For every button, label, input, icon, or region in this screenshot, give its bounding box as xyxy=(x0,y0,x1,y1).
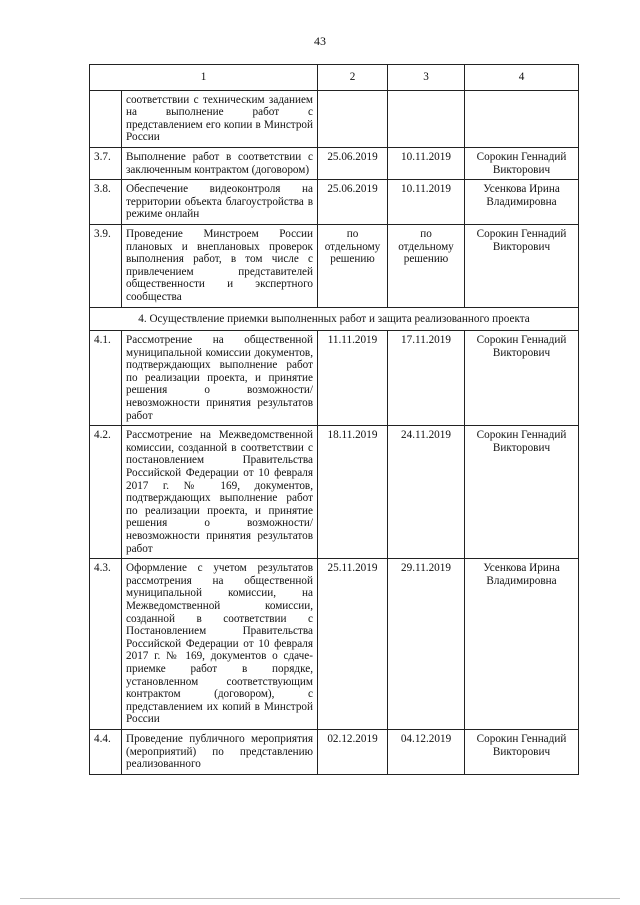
row-start-date: 02.12.2019 xyxy=(318,729,388,774)
row-number: 3.8. xyxy=(90,180,122,225)
row-start-date: 25.06.2019 xyxy=(318,147,388,179)
table-row xyxy=(90,147,579,179)
row-number: 4.4. xyxy=(90,729,122,774)
row-number: 3.9. xyxy=(90,224,122,307)
row-end-date xyxy=(388,90,465,147)
table-row xyxy=(90,90,579,147)
table-row xyxy=(90,426,579,559)
row-responsible: Сорокин Геннадий Викторович xyxy=(465,331,579,426)
row-description: Проведение Минстроем России плановых и внеплановых проверок выполнения работ, в том числе с привлечением представителей общественности и экспертного сообщества xyxy=(122,224,318,307)
row-start-date: 18.11.2019 xyxy=(318,426,388,559)
row-number: 4.3. xyxy=(90,559,122,730)
scan-artifact xyxy=(20,898,620,899)
row-responsible xyxy=(465,90,579,147)
row-start-date: 11.11.2019 xyxy=(318,331,388,426)
row-description: Проведение публичного мероприятия (мероприятий) по представлению реализованного xyxy=(122,729,318,774)
row-description: Рассмотрение на общественной муниципальной комиссии документов, подтверждающих выполнение работ по реализации проекта, и принятие решения о возможности/невозможности принятия результатов работ xyxy=(122,331,318,426)
row-responsible: Усенкова Ирина Владимировна xyxy=(465,180,579,225)
row-number: 4.2. xyxy=(90,426,122,559)
header-col-3: 3 xyxy=(388,65,465,91)
row-responsible: Сорокин Геннадий Викторович xyxy=(465,426,579,559)
section-row xyxy=(90,307,579,331)
row-end-date: 29.11.2019 xyxy=(388,559,465,730)
section-title: 4. Осуществление приемки выполненных работ и защита реализованного проекта xyxy=(90,307,579,331)
row-responsible: Усенкова Ирина Владимировна xyxy=(465,559,579,730)
row-end-date: 10.11.2019 xyxy=(388,147,465,179)
row-description: соответствии с техническим заданием на выполнение работ с представлением его копии в Минстрой России xyxy=(122,90,318,147)
table-header-row xyxy=(90,65,579,91)
table-row xyxy=(90,559,579,730)
table-body xyxy=(90,65,579,775)
header-col-4: 4 xyxy=(465,65,579,91)
row-description: Оформление с учетом результатов рассмотрения на общественной муниципальной комиссии, на Межведомственной комиссии, созданной в соответствии с Постановлением Правительства Российской Федерации от 10 февраля 2017 г. № 169, документов о сдаче-приемке работ в порядке, установленном соответствующим контрактом (договором), с представлением их копий в Минстрой России xyxy=(122,559,318,730)
row-start-date xyxy=(318,90,388,147)
row-description: Рассмотрение на Межведомственной комиссии, созданной в соответствии с постановлением Правительства Российской Федерации от 10 февраля 2017 г. № 169, документов, подтверждающих выполнение работ по реализации проекта, и принятие решения о возможности/невозможности принятия результатов работ xyxy=(122,426,318,559)
row-end-date: 17.11.2019 xyxy=(388,331,465,426)
row-start-date: 25.11.2019 xyxy=(318,559,388,730)
row-number xyxy=(90,90,122,147)
table-row xyxy=(90,331,579,426)
row-responsible: Сорокин Геннадий Викторович xyxy=(465,729,579,774)
row-end-date: 04.12.2019 xyxy=(388,729,465,774)
row-start-date: 25.06.2019 xyxy=(318,180,388,225)
row-end-date: 10.11.2019 xyxy=(388,180,465,225)
row-end-date: по отдельному решению xyxy=(388,224,465,307)
row-responsible: Сорокин Геннадий Викторович xyxy=(465,224,579,307)
row-description: Обеспечение видеоконтроля на территории объекта благоустройства в режиме онлайн xyxy=(122,180,318,225)
row-number: 3.7. xyxy=(90,147,122,179)
row-number: 4.1. xyxy=(90,331,122,426)
table-row xyxy=(90,180,579,225)
header-col-1: 1 xyxy=(90,65,318,91)
row-responsible: Сорокин Геннадий Викторович xyxy=(465,147,579,179)
header-col-2: 2 xyxy=(318,65,388,91)
table-row xyxy=(90,224,579,307)
row-start-date: по отдельному решению xyxy=(318,224,388,307)
page-number: 43 xyxy=(314,34,326,48)
row-end-date: 24.11.2019 xyxy=(388,426,465,559)
schedule-table xyxy=(89,64,579,775)
table-row xyxy=(90,729,579,774)
row-description: Выполнение работ в соответствии с заключенным контрактом (договором) xyxy=(122,147,318,179)
